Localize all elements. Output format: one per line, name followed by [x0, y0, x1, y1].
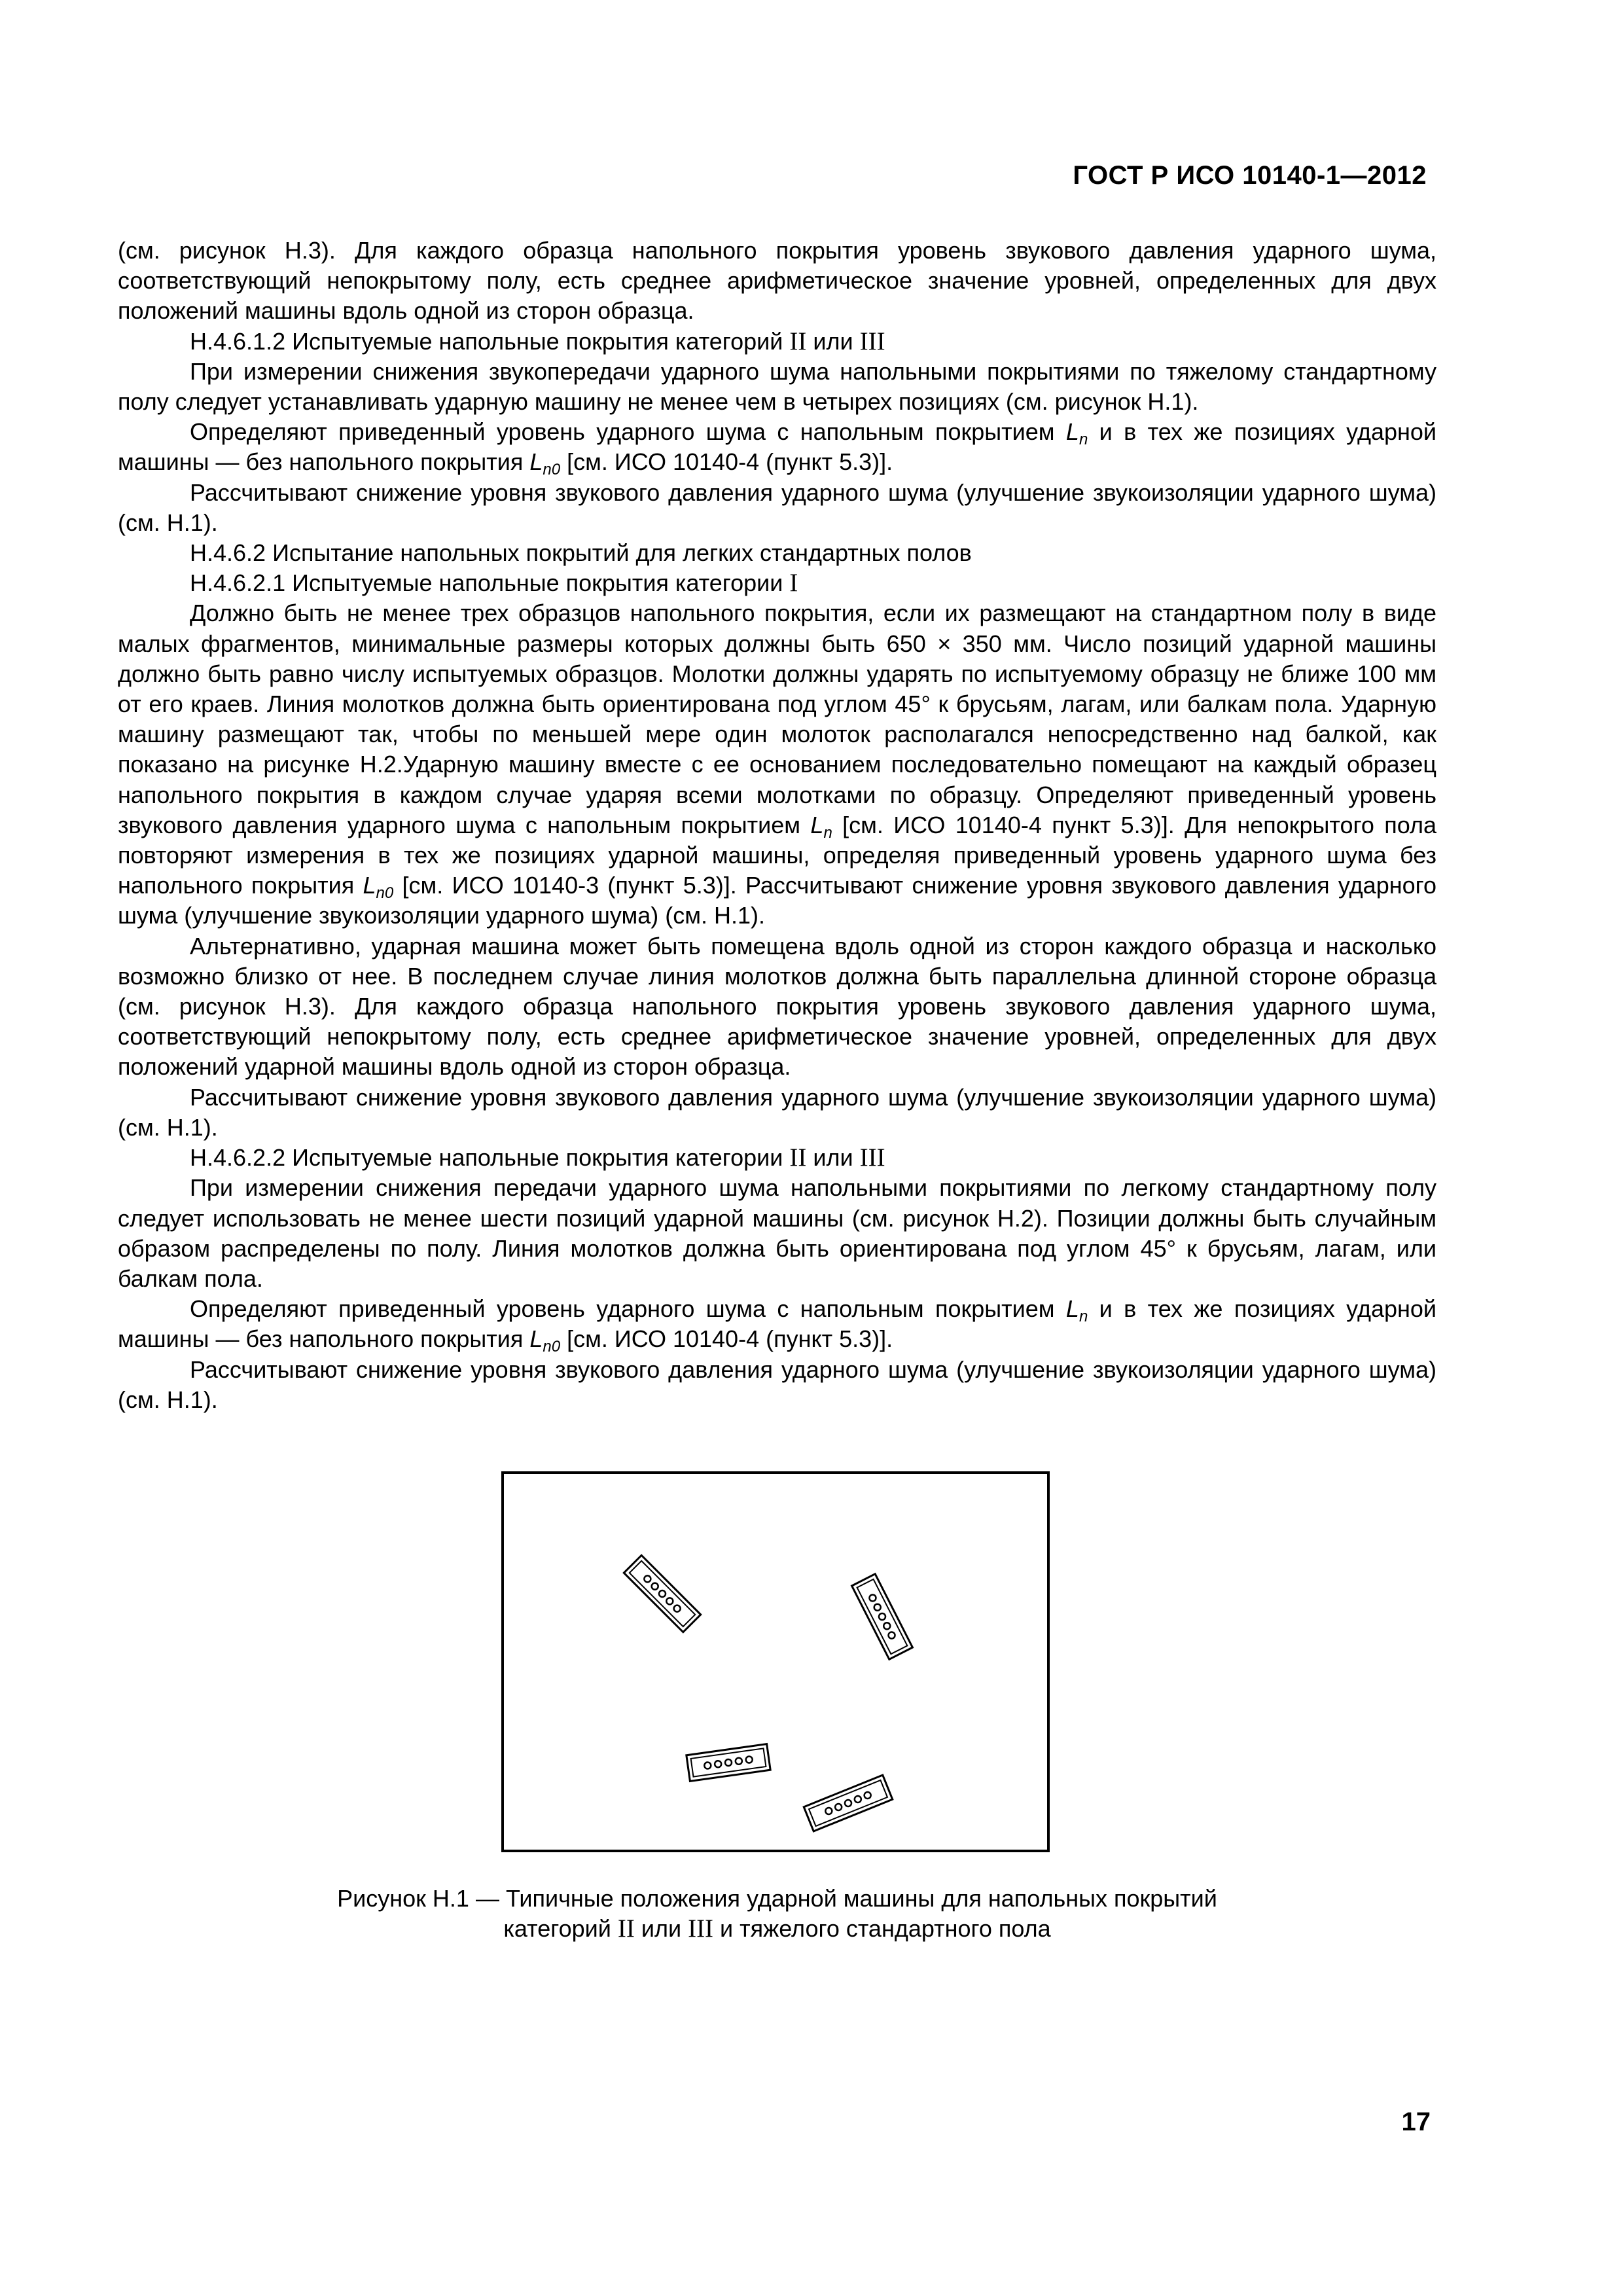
- category-numeral: III: [859, 1143, 885, 1172]
- text-run: Альтернативно, ударная машина может быть помещена вдоль одной из сторон каждого образца и насколько возможно близко от нее. В последнем случае линия молотков должна быть параллельна длинной стороне образца (см. рисунок Н.3). Для каждого образца напольного покрытия уровень звукового давления ударного шума, соответствующий непокрытому полу, есть среднее арифметическое значение уровней, определенных для двух положений ударной машины вдоль одной из сторон образца.: [118, 932, 1436, 1081]
- text-run: Определяют приведенный уровень ударного шума с напольным покрытием: [190, 1295, 1066, 1323]
- page-number: 17: [1401, 2108, 1431, 2136]
- category-numeral: II: [789, 1143, 807, 1172]
- subscript: n0: [543, 1338, 561, 1356]
- text-run: или: [806, 1144, 860, 1172]
- paragraph-p10: [118, 1083, 1436, 1143]
- text-run: (см. рисунок Н.3). Для каждого образца напольного покрытия уровень звукового давления ударного шума, соответствующий непокрытому полу, есть среднее арифметическое значение уровней, определенных для двух положений машины вдоль одной из сторон образца.: [118, 237, 1436, 325]
- symbol: L: [1065, 1295, 1079, 1323]
- paragraph-p8: [118, 598, 1436, 931]
- subscript: n: [1079, 431, 1088, 449]
- symbol: L: [529, 1325, 543, 1353]
- text-run: При измерении снижения звукопередачи ударного шума напольными покрытиями по тяжелому стандартному полу следует устанавливать ударную машину не менее чем в четырех позициях (см. рисунок Н.1).: [118, 357, 1436, 416]
- paragraph-p2: [118, 327, 1436, 357]
- paragraph-p9: [118, 931, 1436, 1083]
- text-run: Рассчитывают снижение уровня звукового давления ударного шума (улучшение звукоизоляции ударного шума) (см. Н.1).: [118, 478, 1436, 536]
- category-numeral: II: [617, 1914, 635, 1943]
- paragraph-p3: [118, 357, 1436, 417]
- subscript: n: [1079, 1308, 1088, 1326]
- paragraph-p13: [118, 1294, 1436, 1354]
- subscript: n: [823, 823, 832, 842]
- text-run: и тяжелого стандартного пола: [713, 1915, 1051, 1942]
- text-run: Н.4.6.2.1 Испытуемые напольные покрытия категории: [190, 569, 790, 597]
- category-numeral: II: [789, 327, 807, 355]
- paragraph-p6: [118, 538, 1436, 568]
- text-run: или: [634, 1915, 688, 1942]
- body-text: [118, 236, 1436, 1415]
- text-run: [см. ИСО 10140-3 (пункт 5.3)]. Рассчитывают снижение уровня звукового давления ударного шума (улучшение звукоизоляции ударного шума) (см. Н.1).: [118, 872, 1436, 929]
- text-run: и в тех же позициях ударной машины — без напольного покрытия: [118, 1295, 1437, 1353]
- caption-line-2: [118, 1914, 1436, 1944]
- text-run: Рассчитывают снижение уровня звукового давления ударного шума (улучшение звукоизоляции ударного шума) (см. Н.1).: [118, 1355, 1436, 1413]
- paragraph-p12: [118, 1173, 1436, 1294]
- symbol: L: [529, 448, 543, 476]
- text-run: [см. ИСО 10140-4 (пункт 5.3)].: [560, 1325, 893, 1353]
- paragraph-p5: [118, 478, 1436, 538]
- text-run: и в тех же позициях ударной машины — без напольного покрытия: [118, 418, 1437, 476]
- tapping-machine-body: [804, 1775, 893, 1831]
- text-run: Рассчитывают снижение уровня звукового давления ударного шума (улучшение звукоизоляции ударного шума) (см. Н.1).: [118, 1083, 1436, 1141]
- symbol: L: [1065, 418, 1079, 446]
- paragraph-p1: [118, 236, 1436, 327]
- text-run: Определяют приведенный уровень ударного шума с напольным покрытием: [190, 418, 1066, 446]
- floor-plan-diagram: [501, 1471, 1050, 1852]
- figure-h1: [501, 1471, 1050, 1852]
- text-run: Н.4.6.1.2 Испытуемые напольные покрытия категорий: [190, 327, 790, 355]
- subscript: n0: [543, 461, 561, 479]
- text-run: категорий: [503, 1915, 618, 1942]
- paragraph-p14: [118, 1355, 1436, 1415]
- text-run: Должно быть не менее трех образцов напольного покрытия, если их размещают на стандартном полу в виде малых фрагментов, минимальные размеры которых должны быть 650 × 350 мм. Число позиций ударной машины должно быть равно числу испытуемых образцов. Молотки должны ударять по испытуемому образцу не ближе 100 мм от его краев. Линия молотков должна быть ориентирована под углом 45° к брусьям, лагам, или балкам пола. Ударную машину размещают так, чтобы по меньшей мере один молоток располагался непосредственно над балкой, как показано на рисунке Н.2.Ударную машину вместе с ее основанием последовательно помещают на каждый образец напольного покрытия в каждом случае ударяя всеми молотками по образцу. Определяют приведенный уровень звукового давления ударного шума с напольным покрытием: [118, 600, 1436, 838]
- text-run: [см. ИСО 10140-4 (пункт 5.3)].: [560, 448, 893, 476]
- caption-line-1: Рисунок Н.1 — Типичные положения ударной машины для напольных покрытий: [337, 1885, 1217, 1912]
- text-run: Н.4.6.2.2 Испытуемые напольные покрытия категории: [190, 1144, 790, 1172]
- text-run: Н.4.6.2 Испытание напольных покрытий для легких стандартных полов: [190, 539, 972, 567]
- paragraph-p11: [118, 1143, 1436, 1173]
- symbol: L: [363, 872, 376, 899]
- document-header: ГОСТ Р ИСО 10140-1—2012: [1073, 161, 1427, 190]
- paragraph-p7: [118, 568, 1436, 598]
- text-run: [см. ИСО 10140-4 пункт 5.3)]. Для непокрытого пола повторяют измерения в тех же позициях ударной машины, определяя приведенный уровень ударного шума без напольного покрытия: [118, 811, 1436, 899]
- tapping-machine: [804, 1775, 893, 1831]
- category-numeral: I: [789, 569, 798, 598]
- text-run: При измерении снижения передачи ударного шума напольными покрытиями по легкому стандартному полу следует использовать не менее шести позиций ударной машины (см. рисунок Н.2). Позиции должны быть случайным образом распределены по полу. Линия молотков должна быть ориентирована под углом 45° к брусьям, лагам, или балкам пола.: [118, 1174, 1436, 1292]
- figure-caption: [118, 1884, 1436, 1944]
- tapping-machine: [852, 1574, 913, 1659]
- subscript: n0: [376, 884, 394, 903]
- symbol: L: [810, 811, 824, 838]
- text-run: или: [806, 327, 860, 355]
- tapping-machine: [624, 1555, 700, 1632]
- category-numeral: III: [859, 327, 885, 355]
- category-numeral: III: [688, 1914, 714, 1943]
- paragraph-p4: [118, 417, 1436, 477]
- tapping-machine: [687, 1744, 770, 1782]
- tapping-machine-body: [852, 1574, 913, 1659]
- floor-outline: [503, 1473, 1048, 1851]
